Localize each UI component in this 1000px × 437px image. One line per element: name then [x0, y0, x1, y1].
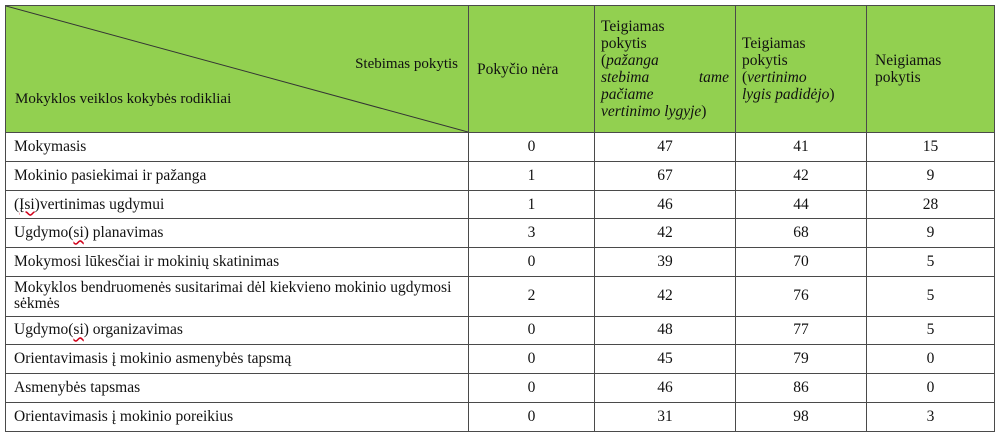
positive-progress-value: 47 — [595, 133, 736, 162]
positive-level-value: 42 — [736, 161, 867, 190]
table-row — [6, 316, 995, 345]
negative-value: 5 — [867, 248, 995, 277]
no-change-value: 0 — [469, 403, 595, 432]
no-change-value: 0 — [469, 316, 595, 345]
table-row — [6, 161, 995, 190]
header-row — [6, 6, 995, 133]
no-change-value: 0 — [469, 374, 595, 403]
table-row — [6, 277, 995, 316]
diagonal-header-cell — [6, 6, 469, 133]
table-row — [6, 403, 995, 432]
table-row — [6, 190, 995, 219]
indicator-label: Mokyklos bendruomenės susitarimai dėl kiekvieno mokinio ugdymosi sėkmės — [6, 277, 469, 316]
no-change-value: 0 — [469, 133, 595, 162]
no-change-value: 0 — [469, 248, 595, 277]
no-change-value: 0 — [469, 345, 595, 374]
positive-level-value: 68 — [736, 219, 867, 248]
table-row — [6, 219, 995, 248]
positive-level-value: 41 — [736, 133, 867, 162]
no-change-value: 1 — [469, 190, 595, 219]
positive-progress-value: 42 — [595, 219, 736, 248]
header-positive-progress: Teigiamas pokytis (pažanga stebima tame pačiame vertinimo lygyje) — [595, 6, 736, 133]
spellcheck-underline: Įsi — [19, 195, 35, 213]
header-quality-indicators: Mokyklos veiklos kokybės rodikliai — [15, 91, 232, 107]
indicator-label: Ugdymo(si) organizavimas — [6, 316, 469, 345]
positive-progress-value: 46 — [595, 374, 736, 403]
positive-level-value: 79 — [736, 345, 867, 374]
indicator-label: Mokymasis — [6, 133, 469, 162]
no-change-value: 1 — [469, 161, 595, 190]
positive-level-value: 86 — [736, 374, 867, 403]
indicator-label: Ugdymo(si) planavimas — [6, 219, 469, 248]
positive-progress-value: 67 — [595, 161, 736, 190]
positive-level-value: 70 — [736, 248, 867, 277]
indicator-label: Mokymosi lūkesčiai ir mokinių skatinimas — [6, 248, 469, 277]
indicator-label: (Įsi)vertinimas ugdymui — [6, 190, 469, 219]
header-no-change: Pokyčio nėra — [469, 6, 595, 133]
negative-value: 3 — [867, 403, 995, 432]
positive-level-value: 76 — [736, 277, 867, 316]
negative-value: 5 — [867, 277, 995, 316]
positive-progress-value: 48 — [595, 316, 736, 345]
spellcheck-underline: si — [73, 224, 84, 242]
positive-level-value: 77 — [736, 316, 867, 345]
positive-progress-value: 45 — [595, 345, 736, 374]
header-positive-level: Teigiamas pokytis (vertinimo lygis padidėjo) — [736, 6, 867, 133]
negative-value: 9 — [867, 161, 995, 190]
no-change-value: 3 — [469, 219, 595, 248]
indicator-label: Mokinio pasiekimai ir pažanga — [6, 161, 469, 190]
positive-progress-value: 31 — [595, 403, 736, 432]
positive-level-value: 98 — [736, 403, 867, 432]
table-row — [6, 133, 995, 162]
negative-value: 9 — [867, 219, 995, 248]
negative-value: 5 — [867, 316, 995, 345]
negative-value: 0 — [867, 374, 995, 403]
positive-level-value: 44 — [736, 190, 867, 219]
spellcheck-underline: si — [73, 321, 84, 339]
results-table — [5, 5, 995, 432]
indicator-label: Orientavimasis į mokinio poreikius — [6, 403, 469, 432]
positive-progress-value: 39 — [595, 248, 736, 277]
indicator-label: Asmenybės tapsmas — [6, 374, 469, 403]
positive-progress-value: 42 — [595, 277, 736, 316]
negative-value: 0 — [867, 345, 995, 374]
no-change-value: 2 — [469, 277, 595, 316]
negative-value: 15 — [867, 133, 995, 162]
negative-value: 28 — [867, 190, 995, 219]
table-row — [6, 374, 995, 403]
indicator-label: Orientavimasis į mokinio asmenybės tapsmą — [6, 345, 469, 374]
table-row — [6, 248, 995, 277]
header-negative: Neigiamas pokytis — [867, 6, 995, 133]
header-observed-change: Stebimas pokytis — [355, 56, 458, 72]
table-row — [6, 345, 995, 374]
positive-progress-value: 46 — [595, 190, 736, 219]
